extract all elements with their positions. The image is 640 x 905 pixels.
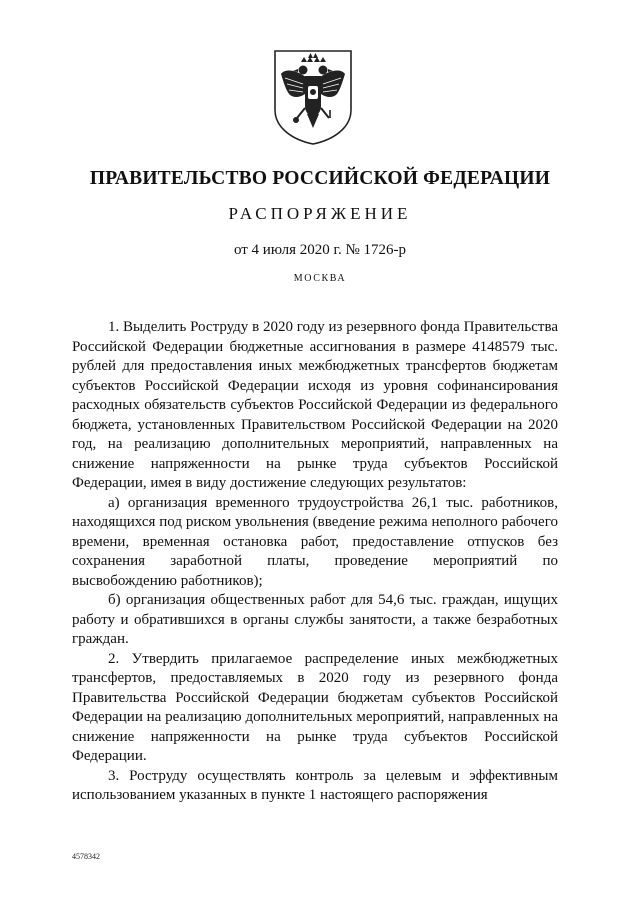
paragraph-1: 1. Выделить Роструду в 2020 году из резервного фонда Правительства Российской Федерации бюджетные ассигнования в размере 4148579 тыс. рублей для предоставления иных межбюджетных трансфертов бюджетам субъектов Российской Федерации исходя из уровня софинансирования расходных обязательств субъектов Российской Федерации из федерального бюджета, установленных Правительством Российской Федерации на 2020 год, на реализацию дополнительных мероприятий, направленных на снижение напряженности на рынке труда субъектов Российской Федерации, имея в виду достижение следующих результатов: <box>72 319 558 491</box>
document-city: МОСКВА <box>293 273 347 284</box>
document-code: 4578342 <box>72 852 100 861</box>
paragraph-3: 3. Роструду осуществлять контроль за целевым и эффективным использованием указанных в пункте 1 настоящего распоряжения <box>72 767 558 803</box>
paragraph-2: 2. Утвердить прилагаемое распределение иных межбюджетных трансфертов, предоставляемых в 2020 году из резервного фонда Правительства Российской Федерации бюджетам субъектов Российской Федерации на реализацию дополнительных мероприятий, направленных на снижение напряженности на рынке труда субъектов Российской Федерации. <box>72 650 558 764</box>
document-date-number: от 4 июля 2020 г. № 1726-р <box>233 242 407 258</box>
coat-of-arms-icon <box>271 48 355 146</box>
document-type: РАСПОРЯЖЕНИЕ <box>228 204 412 223</box>
paragraph-1b: б) организация общественных работ для 54,6 тыс. граждан, ищущих работу и обратившихся в органы службы занятости, а также безработных граждан. <box>72 592 558 647</box>
document-body <box>72 318 558 806</box>
government-title: ПРАВИТЕЛЬСТВО РОССИЙСКОЙ ФЕДЕРАЦИИ <box>89 168 551 189</box>
paragraph-1a: а) организация временного трудоустройства 26,1 тыс. работников, находящихся под риском увольнения (введение режима неполного рабочего времени, временная остановка работ, предоставление отпусков без сохранения заработной платы, проведение мероприятий по высвобождению работников); <box>72 494 558 589</box>
